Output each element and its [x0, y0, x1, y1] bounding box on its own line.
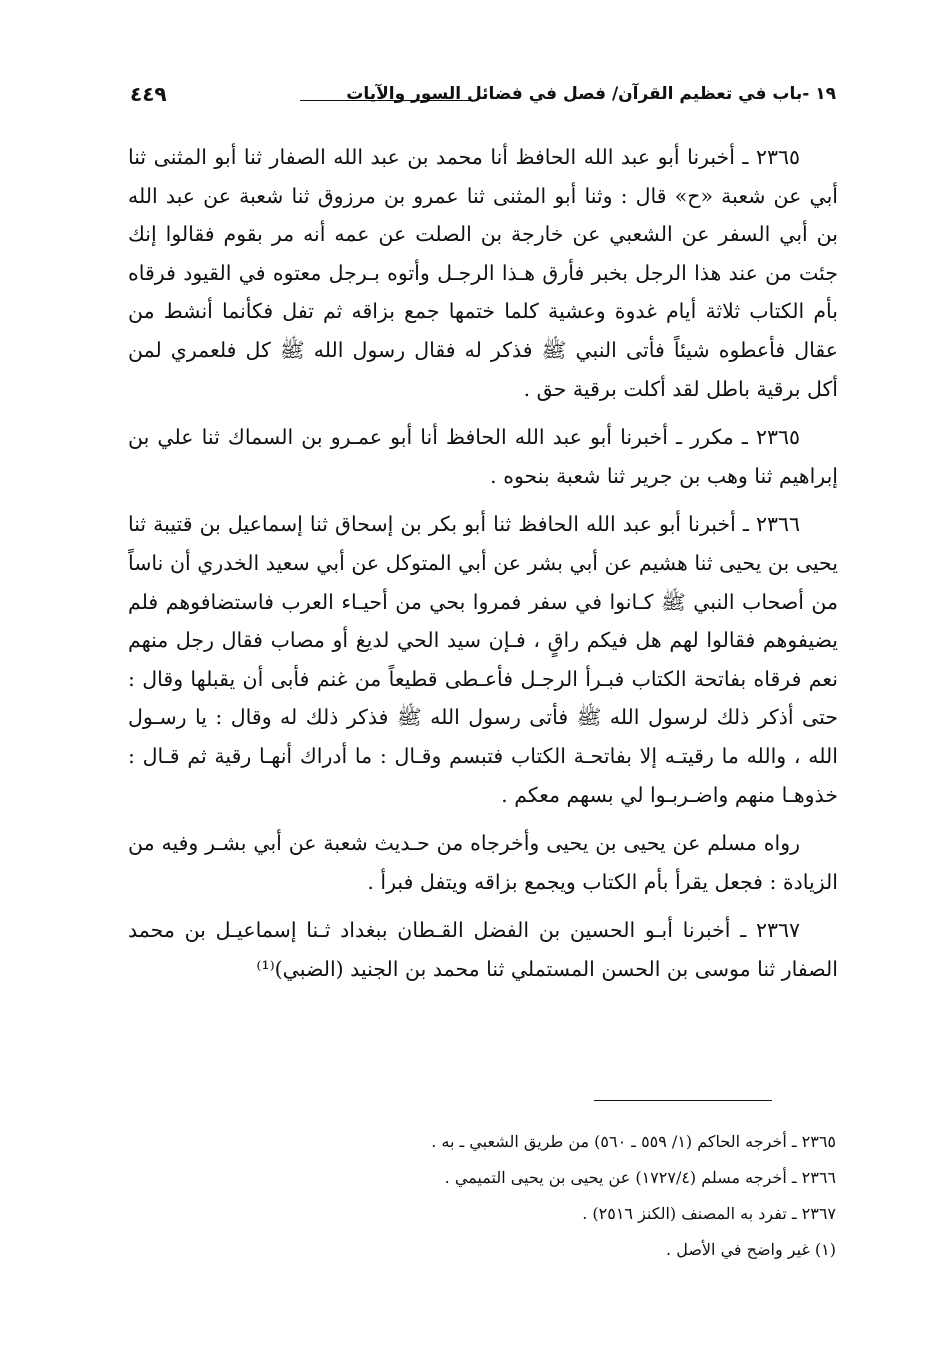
footnote-2365: ٢٣٦٥ ـ أخرجه الحاكم (١/ ٥٥٩ ـ ٥٦٠) من طريق الشعبي ـ به . — [431, 1132, 836, 1151]
page-header — [122, 78, 836, 118]
footnote-2367: ٢٣٦٧ ـ تفرد به المصنف (الكنز ٢٥١٦) . — [582, 1204, 836, 1223]
hadith-2365-repeat: ٢٣٦٥ ـ مكرر ـ أخبرنا أبو عبد الله الحافظ أنا أبو عمـرو بن السماك ثنا علي بن إبراهيم ثنا وهب بن جرير ثنا شعبة بنحوه . — [128, 425, 838, 488]
hadith-2367: ٢٣٦٧ ـ أخبرنا أبـو الحسين بن الفضل القـطان ببغداد ثـنا إسماعيـل بن محمد الصفار ثنا موسى بن الحسن المستملي ثنا محمد بن الجنيد (الضبي)⁽¹⁾ — [128, 918, 838, 981]
running-title: ١٩ -باب في تعظيم القرآن/ فصل في فضائل السور والآيات — [346, 84, 836, 104]
footnote-2366: ٢٣٦٦ ـ أخرجه مسلم (١٧٢٧/٤) عن يحيى بن يحيى التميمي . — [444, 1168, 836, 1187]
hadith-2366-note: رواه مسلم عن يحيى بن يحيى وأخرجاه من حـديث شعبة عن أبي بشـر وفيه من الزيادة : فجعل يقرأ بأم الكتاب ويجمع بزاقه ويتفل فبرأ . — [128, 831, 838, 894]
footnote-rule — [594, 1100, 772, 1101]
hadith-2366: ٢٣٦٦ ـ أخبرنا أبو عبد الله الحافظ ثنا أبو بكر بن إسحاق ثنا إسماعيل بن قتيبة ثنا يحيى بن يحيى ثنا هشيم عن أبي بشر عن أبي المتوكل عن أبي سعيد الخدري أن ناساً من أصحاب النبي ﷺ كـانوا في سفر فمروا بحي من أحيـاء العرب فاستضافوهم فلم يضيفوهم فقالوا لهم هل فيكم راقٍ ، فـإن سيد الحي لديغ أو مصاب فقال رجل منهم نعم فرقاه بفاتحة الكتاب فبـرأ الرجـل فأعـطى قطيعاً من غنم فأبى أن يقبلها وقال : حتى أذكر ذلك لرسول الله ﷺ فأتى رسول الله ﷺ فذكر ذلك له وقال : يا رسـول الله ، والله ما رقيتـه إلا بفاتحـة الكتاب فتبسم وقـال : ما أدراك أنهـا رقية ثم قـال : خذوهـا منهم واضـربـوا لي بسهم معكم . — [128, 512, 838, 807]
header-rule — [300, 100, 470, 101]
main-text — [128, 138, 838, 998]
page-number: ٤٤٩ — [130, 82, 167, 106]
footnote-1: (١) غير واضح في الأصل . — [666, 1240, 836, 1259]
hadith-2365: ٢٣٦٥ ـ أخبرنا أبو عبد الله الحافظ أنا محمد بن عبد الله الصفار ثنا أبو المثنى ثنا أبي عن شعبة «ح» قال : وثنا أبو المثنى ثنا عمرو بن مرزوق ثنا شعبة عن عبد الله بن أبي السفر عن الشعبي عن خارجة بن الصلت عن عمه أنه مر بقوم فقالوا إنك جئت من عند هذا الرجل بخبر فأرق هـذا الرجـل وأتوه بـرجل معتوه في القيود فرقاه بأم الكتاب ثلاثة أيام غدوة وعشية كلما ختمها جمع بزاقه ثم تفل فكأنما أنشط من عقال فأعطوه شيئاً فأتى النبي ﷺ فذكر له فقال رسول الله ﷺ كل فلعمري لمن أكل برقية باطل لقد أكلت برقية حق . — [128, 145, 838, 401]
footnotes — [200, 1124, 836, 1268]
